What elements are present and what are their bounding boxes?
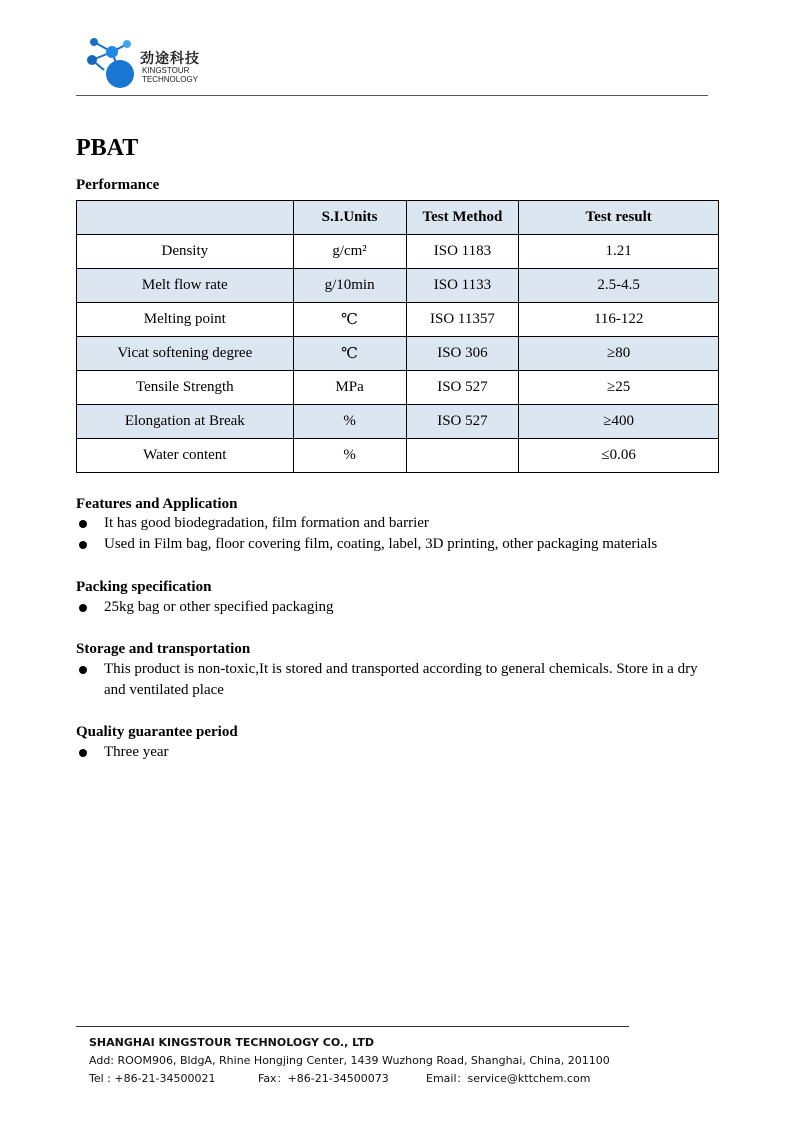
- column-header: Test result: [519, 201, 719, 235]
- result-cell: ≤0.06: [519, 439, 719, 473]
- footer-address: Add: ROOM906, BldgA, Rhine Hongjing Center, 1439 Wuzhong Road, Shanghai, China, 201100: [89, 1054, 610, 1067]
- property-cell: Tensile Strength: [77, 371, 294, 405]
- result-cell: 1.21: [519, 235, 719, 269]
- method-cell: ISO 11357: [406, 303, 519, 337]
- method-cell: [406, 439, 519, 473]
- table-row: [77, 371, 719, 405]
- property-cell: Melt flow rate: [77, 269, 294, 303]
- logo-molecule-icon: [82, 34, 142, 92]
- company-logo: [82, 34, 222, 92]
- list-item-text: Used in Film bag, floor covering film, coating, label, 3D printing, other packaging materials: [104, 536, 658, 552]
- bullet-icon: [79, 520, 87, 528]
- result-cell: ≥80: [519, 337, 719, 371]
- performance-table: [76, 200, 719, 473]
- footer-fax: Fax：+86-21-34500073: [258, 1072, 389, 1085]
- property-cell: Water content: [77, 439, 294, 473]
- property-cell: Elongation at Break: [77, 405, 294, 439]
- column-header: Test Method: [406, 201, 519, 235]
- table-row: [77, 303, 719, 337]
- logo-chinese-text: 劲途科技: [140, 51, 200, 67]
- bullet-icon: [79, 604, 87, 612]
- table-row: [77, 235, 719, 269]
- footer-company-name: SHANGHAI KINGSTOUR TECHNOLOGY CO., LTD: [89, 1036, 374, 1049]
- list-item: [76, 513, 721, 534]
- storage-heading: Storage and transportation: [76, 641, 251, 657]
- packing-heading: Packing specification: [76, 579, 212, 595]
- page-title: PBAT: [76, 135, 139, 161]
- unit-cell: ℃: [293, 303, 406, 337]
- unit-cell: %: [293, 405, 406, 439]
- footer-tel: Tel : +86-21-34500021: [89, 1072, 216, 1085]
- method-cell: ISO 306: [406, 337, 519, 371]
- list-item-text: It has good biodegradation, film formation and barrier: [104, 515, 429, 531]
- list-item: [76, 597, 721, 618]
- footer-divider: [76, 1026, 629, 1027]
- unit-cell: g/cm²: [293, 235, 406, 269]
- result-cell: 2.5-4.5: [519, 269, 719, 303]
- method-cell: ISO 1183: [406, 235, 519, 269]
- result-cell: ≥400: [519, 405, 719, 439]
- table-row: [77, 405, 719, 439]
- property-cell: Vicat softening degree: [77, 337, 294, 371]
- list-item-text: This product is non-toxic,It is stored and transported according to general chemicals. Store in a dry and ventilated place: [104, 661, 698, 698]
- quality-heading: Quality guarantee period: [76, 724, 238, 740]
- method-cell: ISO 1133: [406, 269, 519, 303]
- unit-cell: MPa: [293, 371, 406, 405]
- logo-text-line1: KINGSTOUR: [142, 66, 190, 75]
- bullet-icon: [79, 749, 87, 757]
- unit-cell: %: [293, 439, 406, 473]
- table-row: [77, 337, 719, 371]
- unit-cell: g/10min: [293, 269, 406, 303]
- table-row: [77, 439, 719, 473]
- list-item-text: 25kg bag or other specified packaging: [104, 599, 334, 615]
- footer-email: Email：service@kttchem.com: [426, 1072, 591, 1085]
- list-item: [76, 742, 721, 763]
- performance-heading: Performance: [76, 177, 160, 193]
- features-heading: Features and Application: [76, 496, 238, 512]
- table-row: [77, 269, 719, 303]
- list-item: [76, 659, 721, 701]
- logo-text-line2: TECHNOLOGY: [142, 75, 199, 84]
- bullet-icon: [79, 666, 87, 674]
- unit-cell: ℃: [293, 337, 406, 371]
- result-cell: ≥25: [519, 371, 719, 405]
- result-cell: 116-122: [519, 303, 719, 337]
- list-item: [76, 534, 721, 555]
- table-header-row: [77, 201, 719, 235]
- property-cell: Melting point: [77, 303, 294, 337]
- method-cell: ISO 527: [406, 371, 519, 405]
- property-cell: Density: [77, 235, 294, 269]
- list-item-text: Three year: [104, 744, 169, 760]
- column-header: S.I.Units: [293, 201, 406, 235]
- bullet-icon: [79, 541, 87, 549]
- header-divider: [76, 95, 708, 96]
- method-cell: ISO 527: [406, 405, 519, 439]
- column-header: [77, 201, 294, 235]
